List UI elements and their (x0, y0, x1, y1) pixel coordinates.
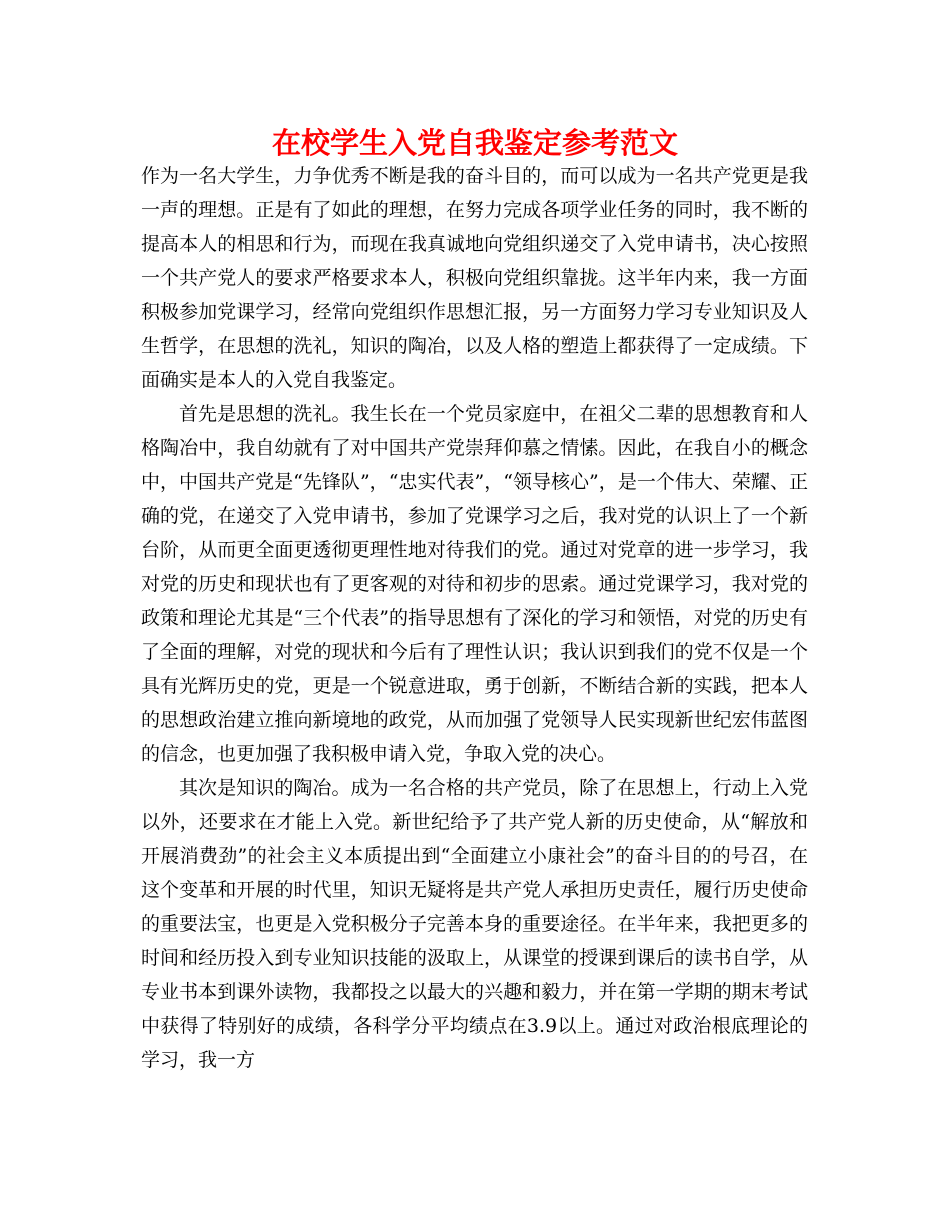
document-body (141, 159, 808, 1077)
paragraph-intro: 作为一名大学生，力争优秀不断是我的奋斗目的，而可以成为一名共产党更是我一声的理想。正是有了如此的理想，在努力完成各项学业任务的同时，我不断的提高本人的相思和行为，而现在我真诚地向党组织递交了入党申请书，决心按照一个共产党人的要求严格要求本人，积极向党组织靠拢。这半年内来，我一方面积极参加党课学习，经常向党组织作思想汇报，另一方面努力学习专业知识及人生哲学，在思想的洗礼，知识的陶冶，以及人格的塑造上都获得了一定成绩。下面确实是本人的入党自我鉴定。 (141, 165, 808, 391)
paragraph-knowledge: 其次是知识的陶冶。成为一名合格的共产党员，除了在思想上，行动上入党以外，还要求在才能上入党。新世纪给予了共产党人新的历史使命，从“解放和开展消费劲”的社会主义本质提出到“全面建立小康社会”的奋斗目的的号召，在这个变革和开展的时代里，知识无疑将是共产党人承担历史责任，履行历史使命的重要法宝，也更是入党积极分子完善本身的重要途径。在半年来，我把更多的时间和经历投入到专业知识技能的汲取上，从课堂的授课到课后的读书自学，从专业书本到课外读物，我都投之以最大的兴趣和毅力，并在第一学期的期末考试中获得了特别好的成绩，各科学分平均绩点在3.9以上。通过对政治根底理论的学习，我一方 (141, 777, 808, 1071)
document-title: 在校学生入党自我鉴定参考范文 (271, 126, 678, 160)
paragraph-thought: 首先是思想的洗礼。我生长在一个党员家庭中，在祖父二辈的思想教育和人格陶冶中，我自幼就有了对中国共产党崇拜仰慕之情愫。因此，在我自小的概念中，中国共产党是“先锋队”，“忠实代表”，“领导核心”，是一个伟大、荣耀、正确的党，在递交了入党申请书，参加了党课学习之后，我对党的认识上了一个新台阶，从而更全面更透彻更理性地对待我们的党。通过对党章的进一步学习，我对党的历史和现状也有了更客观的对待和初步的思索。通过党课学习，我对党的政策和理论尤其是“三个代表”的指导思想有了深化的学习和领悟，对党的历史有了全面的理解，对党的现状和今后有了理性认识；我认识到我们的党不仅是一个具有光辉历史的党，更是一个锐意进取，勇于创新，不断结合新的实践，把本人的思想政治建立推向新境地的政党，从而加强了党领导人民实现新世纪宏伟蓝图的信念，也更加强了我积极申请入党，争取入党的决心。 (141, 403, 808, 765)
